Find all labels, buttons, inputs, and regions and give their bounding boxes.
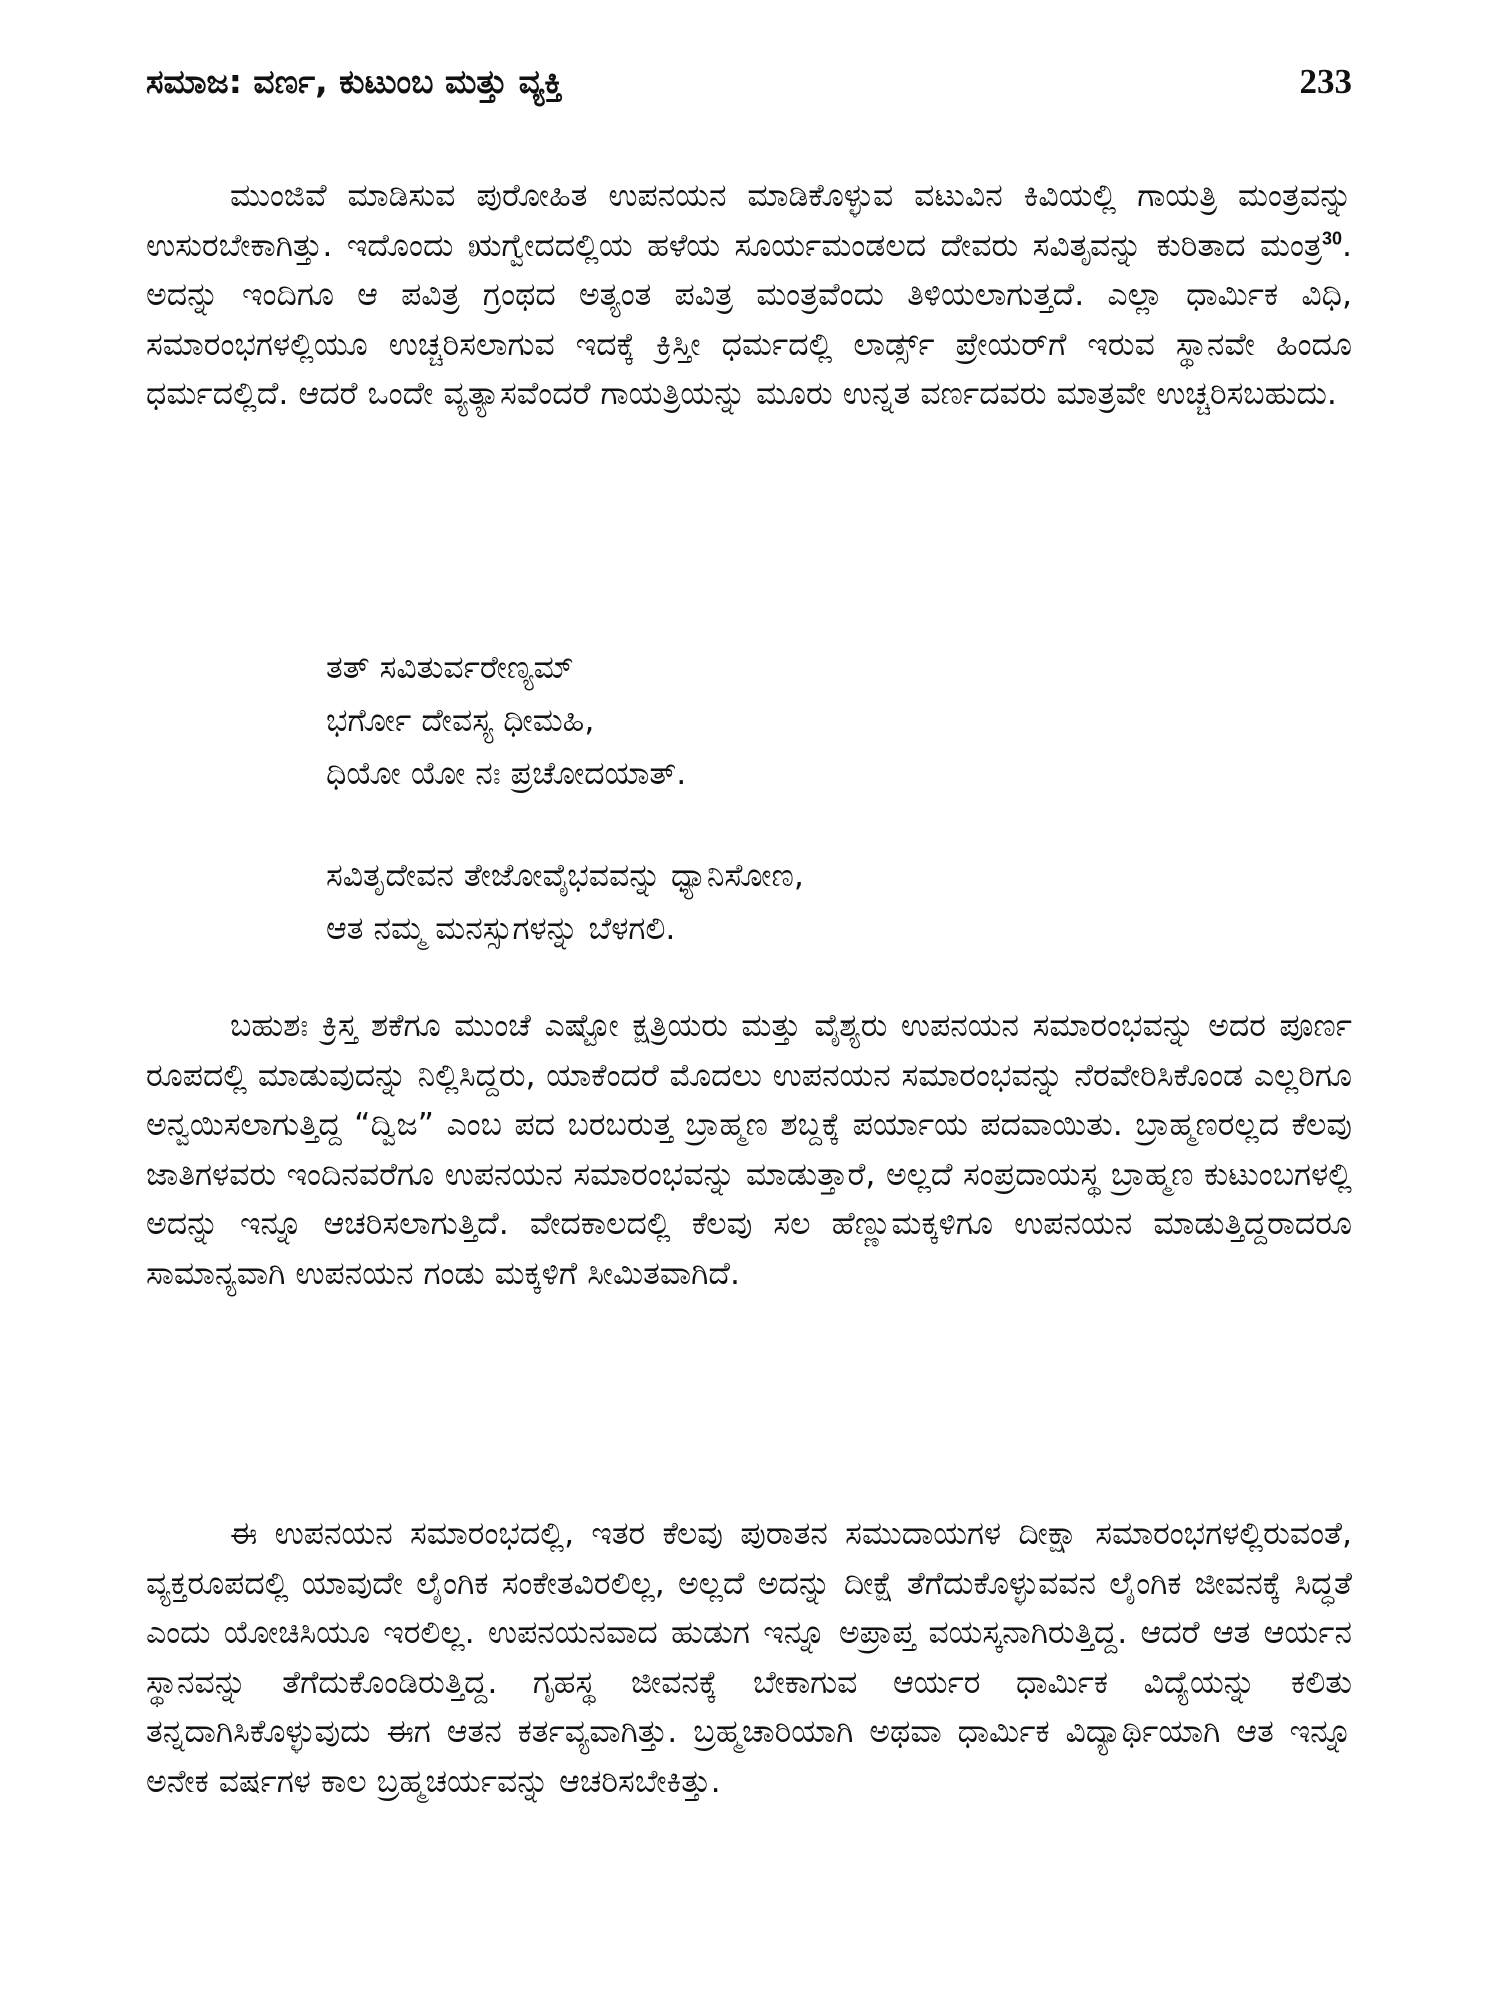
running-title: ಸಮಾಜ: ವರ್ಣ, ಕುಟುಂಬ ಮತ್ತು ವ್ಯಕ್ತಿ [146,62,563,101]
verse-line: ಧಿಯೋ ಯೋ ನಃ ಪ್ರಚೋದಯಾತ್. [326,756,687,792]
paragraph [146,1002,1352,1299]
page-number: 233 [1299,62,1352,101]
paragraph [146,172,1352,420]
paragraph-text: . ಅದನ್ನು ಇಂದಿಗೂ ಆ ಪವಿತ್ರ ಗ್ರಂಥದ ಅತ್ಯಂತ ಪವಿತ್ರ ಮಂತ್ರವೆಂದು ತಿಳಿಯಲಾಗುತ್ತದೆ. ಎಲ್ಲಾ ಧಾರ್ಮಿಕ ವಿಧಿ, ಸಮಾರಂಭಗಳಲ್ಲಿಯೂ ಉಚ್ಚರಿಸಲಾಗುವ ಇದಕ್ಕೆ ಕ್ರಿಸ್ತೀ ಧರ್ಮದಲ್ಲಿ ಲಾರ್ಡ್ಸ್ ಪ್ರೇಯರ್‌ಗೆ ಇರುವ ಸ್ಥಾನವೇ ಹಿಂದೂ ಧರ್ಮದಲ್ಲಿದೆ. ಆದರೆ ಒಂದೇ ವ್ಯತ್ಯಾಸವೆಂದರೆ ಗಾಯತ್ರಿಯನ್ನು ಮೂರು ಉನ್ನತ ವರ್ಣದವರು ಮಾತ್ರವೇ ಉಚ್ಚರಿಸಬಹುದು. [146,227,1352,412]
footnote-reference: 30 [1321,228,1342,248]
verse-translation [326,850,804,956]
verse-translation-line: ಸವಿತೃದೇವನ ತೇಜೋವೈಭವವನ್ನು ಧ್ಯಾನಿಸೋಣ, [326,858,804,894]
verse-line: ತತ್ ಸವಿತುರ್ವರೇಣ್ಯಮ್ [326,650,574,686]
verse-line: ಭರ್ಗೋ ದೇವಸ್ಯ ಧೀಮಹಿ, [326,703,595,739]
paragraph-text: ಮುಂಜಿವೆ ಮಾಡಿಸುವ ಪುರೋಹಿತ ಉಪನಯನ ಮಾಡಿಕೊಳ್ಳುವ ವಟುವಿನ ಕಿವಿಯಲ್ಲಿ ಗಾಯತ್ರಿ ಮಂತ್ರವನ್ನು ಉಸುರಬೇಕಾಗಿತ್ತು. ಇದೊಂದು ಋಗ್ವೇದದಲ್ಲಿಯ ಹಳೆಯ ಸೂರ್ಯಮಂಡಲದ ದೇವರು ಸವಿತೃವನ್ನು ಕುರಿತಾದ ಮಂತ್ರ [146,178,1352,264]
gayatri-mantra-verse [326,642,686,801]
paragraph-text: ಬಹುಶಃ ಕ್ರಿಸ್ತ ಶಕೆಗೂ ಮುಂಚೆ ಎಷ್ಟೋ ಕ್ಷತ್ರಿಯರು ಮತ್ತು ವೈಶ್ಯರು ಉಪನಯನ ಸಮಾರಂಭವನ್ನು ಅದರ ಪೂರ್ಣ ರೂಪದಲ್ಲಿ ಮಾಡುವುದನ್ನು ನಿಲ್ಲಿಸಿದ್ದರು, ಯಾಕೆಂದರೆ ಮೊದಲು ಉಪನಯನ ಸಮಾರಂಭವನ್ನು ನೆರವೇರಿಸಿಕೊಂಡ ಎಲ್ಲರಿಗೂ ಅನ್ವಯಿಸಲಾಗುತ್ತಿದ್ದ “ದ್ವಿಜ” ಎಂಬ ಪದ ಬರಬರುತ್ತ ಬ್ರಾಹ್ಮಣ ಶಬ್ದಕ್ಕೆ ಪರ್ಯಾಯ ಪದವಾಯಿತು. ಬ್ರಾಹ್ಮಣರಲ್ಲದ ಕೆಲವು ಜಾತಿಗಳವರು ಇಂದಿನವರೆಗೂ ಉಪನಯನ ಸಮಾರಂಭವನ್ನು ಮಾಡುತ್ತಾರೆ, ಅಲ್ಲದೆ ಸಂಪ್ರದಾಯಸ್ಥ ಬ್ರಾಹ್ಮಣ ಕುಟುಂಬಗಳಲ್ಲಿ ಅದನ್ನು ಇನ್ನೂ ಆಚರಿಸಲಾಗುತ್ತಿದೆ. ವೇದಕಾಲದಲ್ಲಿ ಕೆಲವು ಸಲ ಹೆಣ್ಣುಮಕ್ಕಳಿಗೂ ಉಪನಯನ ಮಾಡುತ್ತಿದ್ದರಾದರೂ ಸಾಮಾನ್ಯವಾಗಿ ಉಪನಯನ ಗಂಡು ಮಕ್ಕಳಿಗೆ ಸೀಮಿತವಾಗಿದೆ. [146,1008,1352,1292]
verse-translation-line: ಆತ ನಮ್ಮ ಮನಸ್ಸುಗಳನ್ನು ಬೆಳಗಲಿ. [326,911,676,947]
paragraph-text: ಈ ಉಪನಯನ ಸಮಾರಂಭದಲ್ಲಿ, ಇತರ ಕೆಲವು ಪುರಾತನ ಸಮುದಾಯಗಳ ದೀಕ್ಷಾ ಸಮಾರಂಭಗಳಲ್ಲಿರುವಂತೆ, ವ್ಯಕ್ತರೂಪದಲ್ಲಿ ಯಾವುದೇ ಲೈಂಗಿಕ ಸಂಕೇತವಿರಲಿಲ್ಲ, ಅಲ್ಲದೆ ಅದನ್ನು ದೀಕ್ಷೆ ತೆಗೆದುಕೊಳ್ಳುವವನ ಲೈಂಗಿಕ ಜೀವನಕ್ಕೆ ಸಿದ್ಧತೆ ಎಂದು ಯೋಚಿಸಿಯೂ ಇರಲಿಲ್ಲ. ಉಪನಯನವಾದ ಹುಡುಗ ಇನ್ನೂ ಅಪ್ರಾಪ್ತ ವಯಸ್ಕನಾಗಿರುತ್ತಿದ್ದ. ಆದರೆ ಆತ ಆರ್ಯನ ಸ್ಥಾನವನ್ನು ತೆಗೆದುಕೊಂಡಿರುತ್ತಿದ್ದ. ಗೃಹಸ್ಥ ಜೀವನಕ್ಕೆ ಬೇಕಾಗುವ ಆರ್ಯರ ಧಾರ್ಮಿಕ ವಿದ್ಯೆಯನ್ನು ಕಲಿತು ತನ್ನದಾಗಿಸಿಕೊಳ್ಳುವುದು ಈಗ ಆತನ ಕರ್ತವ್ಯವಾಗಿತ್ತು. ಬ್ರಹ್ಮಚಾರಿಯಾಗಿ ಅಥವಾ ಧಾರ್ಮಿಕ ವಿದ್ಯಾರ್ಥಿಯಾಗಿ ಆತ ಇನ್ನೂ ಅನೇಕ ವರ್ಷಗಳ ಕಾಲ ಬ್ರಹ್ಮಚರ್ಯವನ್ನು ಆಚರಿಸಬೇಕಿತ್ತು. [146,1516,1352,1800]
running-head [146,62,1352,102]
paragraph [146,1510,1352,1807]
